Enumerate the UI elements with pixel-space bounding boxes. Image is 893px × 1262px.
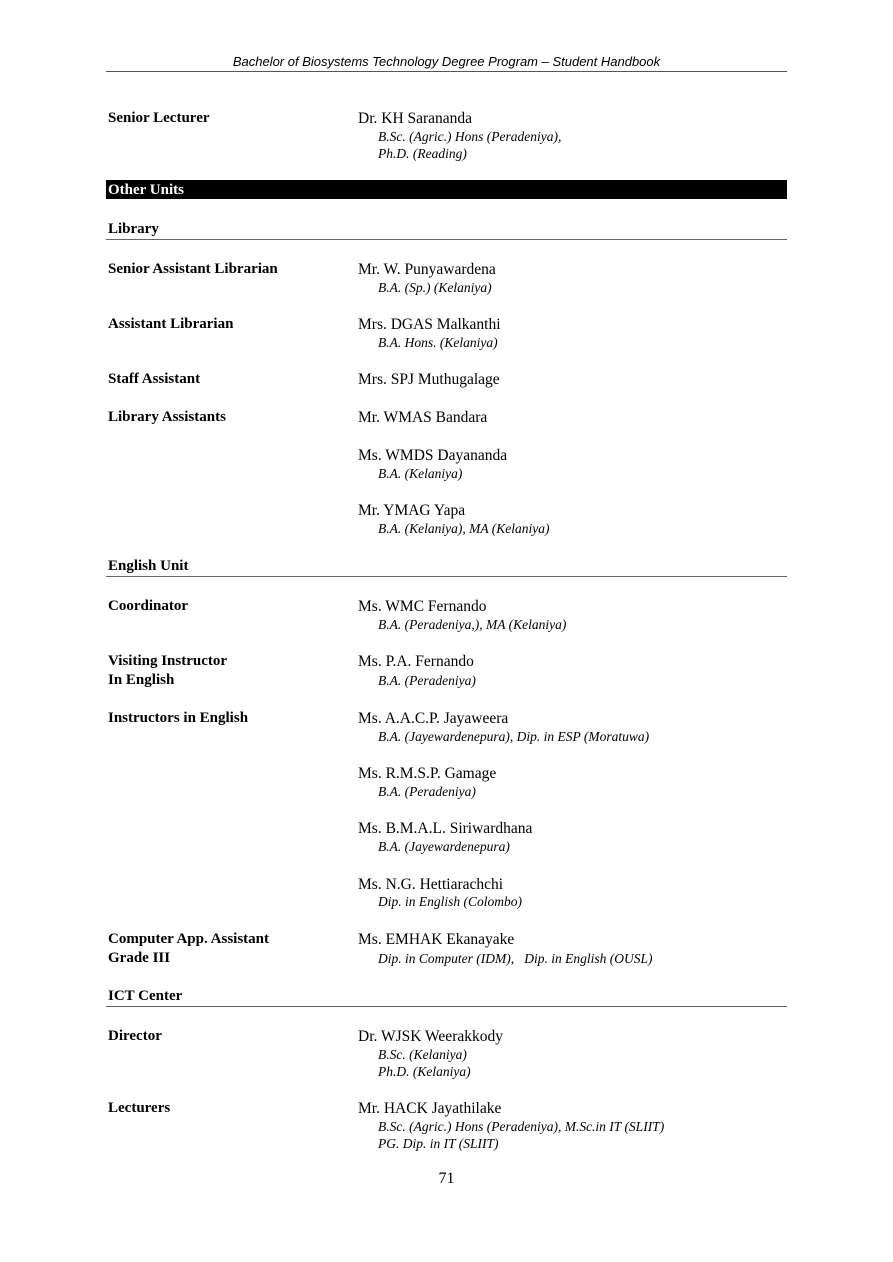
role-director: Director — [108, 1028, 162, 1044]
staff-name: Dr. WJSK Weerakkody — [358, 1028, 503, 1045]
staff-name: Mr. WMAS Bandara — [358, 409, 488, 426]
role-computer-app-assistant: Computer App. Assistant — [108, 931, 270, 947]
role-lecturers: Lecturers — [108, 1100, 171, 1116]
role-library-assistants: Library Assistants — [108, 409, 226, 425]
qual-line: B.A. (Peradeniya) — [378, 784, 476, 799]
qual-line: B.A. (Kelaniya), MA (Kelaniya) — [378, 521, 550, 536]
staff-name: Ms. EMHAK Ekanayake — [358, 931, 515, 948]
staff-name: Ms. WMC Fernando — [358, 598, 487, 615]
staff-name: Mr. W. Punyawardena — [358, 261, 496, 278]
qual-line: B.Sc. (Agric.) Hons (Peradeniya), — [378, 129, 562, 144]
section-title-bar: Other Units — [106, 180, 787, 199]
role-staff-assistant: Staff Assistant — [108, 371, 201, 387]
staff-name: Ms. A.A.C.P. Jayaweera — [358, 710, 509, 727]
subsection-rule — [106, 239, 787, 240]
role-computer-app-assistant-line2: Grade III — [108, 950, 171, 966]
staff-name: Ms. N.G. Hettiarachchi — [358, 876, 504, 893]
role-senior-lecturer: Senior Lecturer — [108, 110, 210, 126]
qual-line: Ph.D. (Reading) — [378, 146, 467, 161]
running-header: Bachelor of Biosystems Technology Degree Program – Student Handbook — [232, 54, 661, 69]
qual-line: B.Sc. (Kelaniya) — [378, 1047, 467, 1062]
staff-name: Mr. HACK Jayathilake — [358, 1100, 502, 1117]
qual-line: B.A. (Sp.) (Kelaniya) — [378, 280, 492, 295]
staff-name: Mrs. DGAS Malkanthi — [358, 316, 501, 333]
role-visiting-instructor-line2: In English — [108, 672, 175, 688]
staff-name: Ms. WMDS Dayananda — [358, 447, 508, 464]
subsection-rule — [106, 576, 787, 577]
role-coordinator: Coordinator — [108, 598, 188, 614]
role-senior-assistant-librarian: Senior Assistant Librarian — [108, 261, 278, 277]
qual-line: Dip. in English (Colombo) — [378, 894, 522, 909]
header-rule — [106, 71, 787, 72]
qual-line: B.A. (Peradeniya,), MA (Kelaniya) — [378, 617, 567, 632]
qual-line: Ph.D. (Kelaniya) — [378, 1064, 471, 1079]
qual-line: B.A. (Kelaniya) — [378, 466, 463, 481]
page-number: 71 — [438, 1170, 455, 1187]
qual-line: B.A. Hons. (Kelaniya) — [378, 335, 498, 350]
staff-name: Ms. P.A. Fernando — [358, 653, 474, 670]
subsection-english-title: English Unit — [108, 558, 189, 574]
staff-name: Mr. YMAG Yapa — [358, 502, 466, 519]
subsection-ict-title: ICT Center — [108, 988, 183, 1004]
qual-line: PG. Dip. in IT (SLIIT) — [378, 1136, 499, 1151]
qual-line: B.A. (Jayewardenepura), Dip. in ESP (Moratuwa) — [378, 729, 650, 744]
staff-name: Ms. R.M.S.P. Gamage — [358, 765, 497, 782]
staff-name: Ms. B.M.A.L. Siriwardhana — [358, 820, 533, 837]
role-assistant-librarian: Assistant Librarian — [108, 316, 234, 332]
subsection-rule — [106, 1006, 787, 1007]
subsection-library-title: Library — [108, 221, 159, 237]
qual-line: B.A. (Peradeniya) — [378, 673, 476, 688]
name-sarananda: Dr. KH Sarananda — [358, 110, 473, 127]
qual-line: B.Sc. (Agric.) Hons (Peradeniya), M.Sc.in IT (SLIIT) — [378, 1119, 665, 1134]
role-visiting-instructor: Visiting Instructor — [108, 653, 228, 669]
qual-line: Dip. in Computer (IDM), Dip. in English (OUSL) — [378, 951, 653, 966]
staff-name: Mrs. SPJ Muthugalage — [358, 371, 500, 388]
qual-line: B.A. (Jayewardenepura) — [378, 839, 510, 854]
role-instructors-in-english: Instructors in English — [108, 710, 249, 726]
